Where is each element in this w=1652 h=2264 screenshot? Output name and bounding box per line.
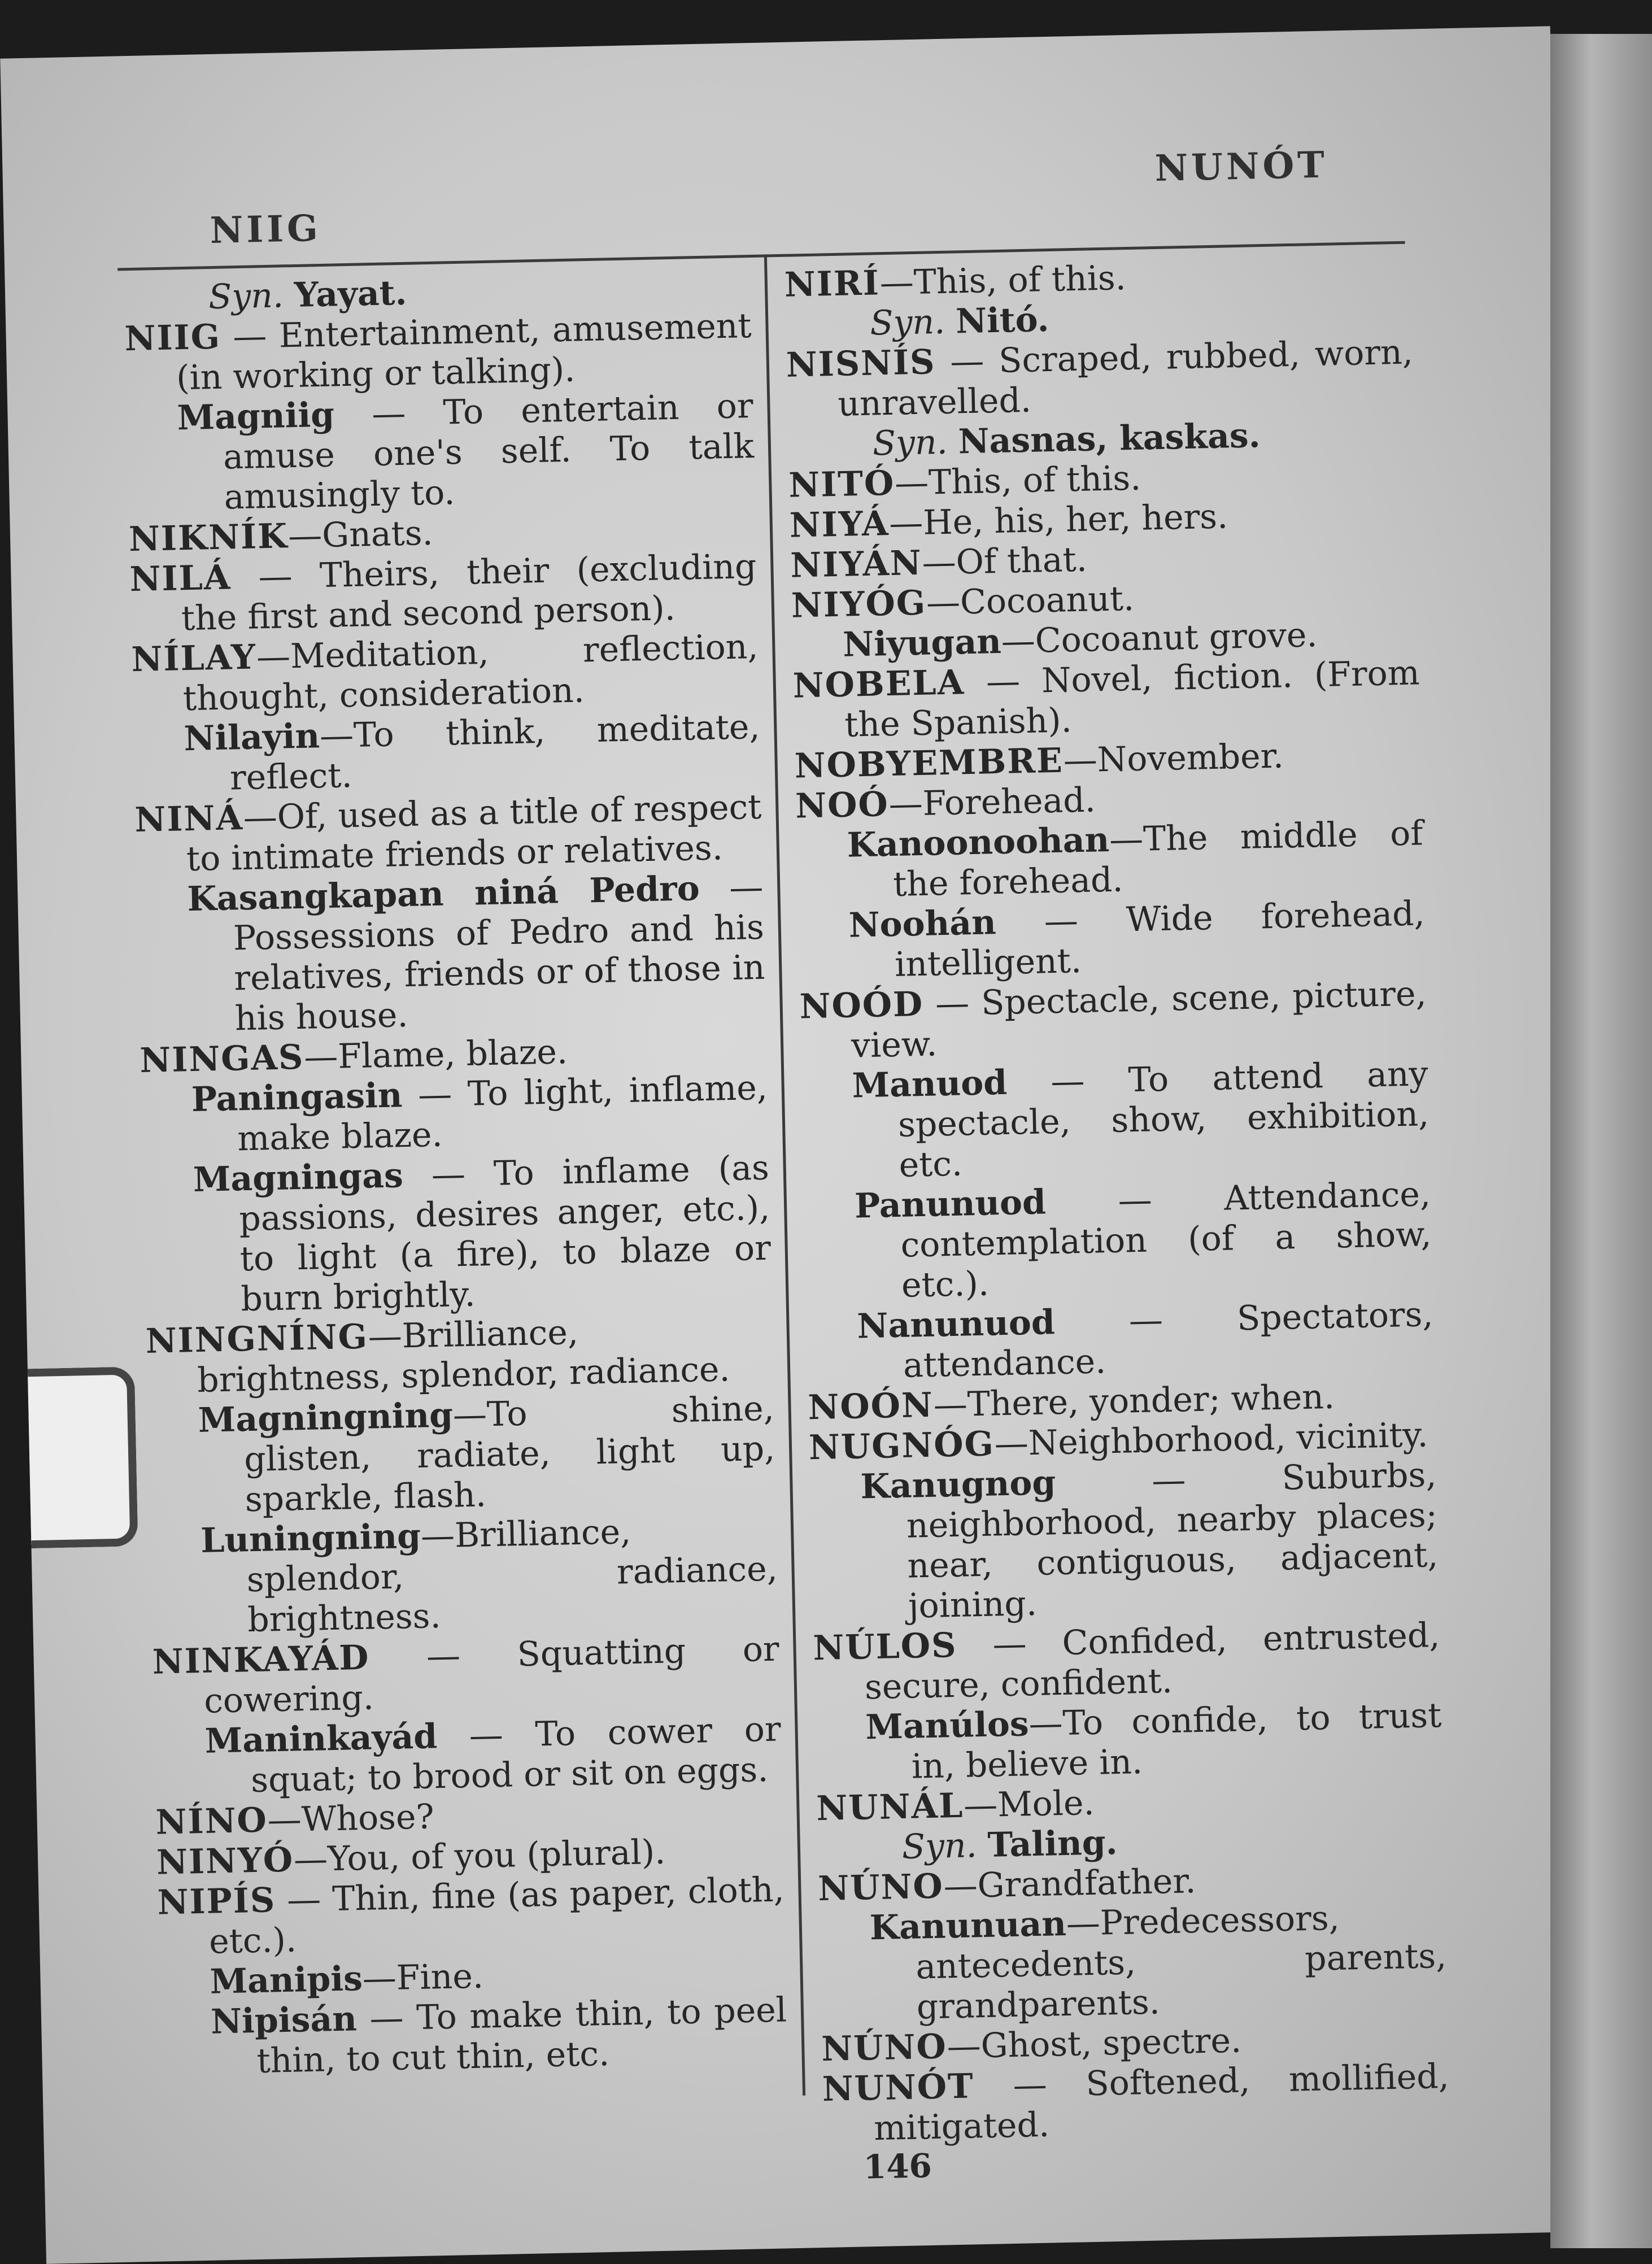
headword: NIYÁ <box>789 503 890 546</box>
headword: NINÁ <box>134 798 244 841</box>
definition: —Brilliance, brightness, splendor, radiance. <box>197 1312 731 1400</box>
sub-headword: Manúlos <box>865 1704 1030 1748</box>
sub-entry <box>133 707 761 800</box>
dictionary-entry <box>792 653 1421 746</box>
headword: NIYÁN <box>790 543 923 586</box>
definition: —Brilliance, splendor, radiance, brightness. <box>246 1512 778 1640</box>
definition: — Novel, fiction. (From the Spanish). <box>844 653 1420 745</box>
sub-headword: Nilayin <box>183 716 320 759</box>
sub-headword: Noohán <box>848 903 997 946</box>
dictionary-entry <box>822 2057 1450 2150</box>
definition: — Possessions of Pedro and his relatives, friends or of those in his house. <box>233 867 766 1039</box>
definition: —Of, used as a title of respect to intimate friends or relatives. <box>186 787 762 880</box>
definition: —Forehead. <box>888 780 1096 825</box>
sub-entry <box>136 868 766 1041</box>
definition: — Entertainment, amusement (in working or talking). <box>176 306 752 398</box>
definition: — Softened, mollified, mitigated. <box>873 2056 1450 2149</box>
definition: —He, his, her, hers. <box>888 497 1228 543</box>
definition: — Suburbs, neighborhood, nearby places; near, contiguous, adjacent, joining. <box>906 1455 1439 1626</box>
definition: —Cocoanut. <box>926 578 1135 623</box>
headword: NILÁ <box>129 558 232 600</box>
page-number: 146 <box>863 2147 932 2187</box>
definition: — Thin, fine (as paper, cloth, etc.). <box>208 1870 785 1962</box>
definition: — To entertain or amuse one's self. To talk amusingly to. <box>223 386 755 517</box>
definition: —Fine. <box>362 1956 484 1999</box>
dictionary-entry <box>786 332 1414 425</box>
definition: —Cocoanut grove. <box>1001 615 1318 661</box>
definition: —To think, meditate, reflect. <box>229 707 761 798</box>
definition: — Confided, entrusted, secure, confident. <box>864 1615 1441 1708</box>
definition: —There, yonder; when. <box>933 1377 1335 1425</box>
sub-headword: Manipis <box>209 1959 363 2002</box>
dictionary-entry <box>134 787 763 881</box>
dictionary-entry <box>799 974 1428 1067</box>
sub-headword: Nanunuod <box>856 1303 1056 1347</box>
headword: NITÓ <box>788 463 895 506</box>
synonym-word: Taling. <box>987 1823 1118 1865</box>
definition: — To inflame (as passions, desires anger, etc.), to light (a fire), to blaze or burn brightly. <box>238 1148 771 1320</box>
adjacent-page-edge <box>1550 34 1652 2248</box>
sub-headword: Maninkayád <box>204 1717 438 1761</box>
definition: — Scraped, rubbed, worn, unravelled. <box>837 332 1414 424</box>
sub-entry <box>126 386 755 520</box>
left-column <box>124 266 788 2084</box>
headword: NIYÓG <box>791 583 927 626</box>
definition: —Grandfather. <box>943 1861 1197 1906</box>
headword: NÚNO <box>817 1866 944 1909</box>
sub-headword: Paningasin <box>191 1076 403 1120</box>
headword: NÍLAY <box>130 637 257 680</box>
sub-entry <box>809 1455 1440 1629</box>
definition: —Ghost, spectre. <box>946 2021 1242 2067</box>
sub-headword: Nipisán <box>210 1999 358 2042</box>
definition: — To attend any spectacle, show, exhibition, etc. <box>897 1054 1429 1185</box>
dictionary-entry <box>152 1629 781 1722</box>
sub-headword: Niyugan <box>842 621 1002 665</box>
synonym-word: Nasnas, kaskas. <box>957 416 1261 462</box>
sub-entry <box>140 1068 769 1161</box>
headword: NOÓ <box>795 785 890 826</box>
sub-headword: Luningning <box>200 1516 421 1561</box>
definition: — To make thin, to peel thin, to cut thin, etc. <box>256 1990 787 2081</box>
headword: NÍNO <box>155 1800 268 1843</box>
sub-headword: Magniig <box>176 395 335 438</box>
definition: — Wide forehead, intelligent. <box>894 894 1426 985</box>
headword: NOBELA <box>792 663 965 706</box>
definition: —Of that. <box>921 539 1088 583</box>
sub-headword: Magningning <box>198 1395 454 1440</box>
headword: NINYÓ <box>156 1840 294 1883</box>
dictionary-page <box>0 26 1596 2264</box>
headword: NÚNO <box>821 2027 948 2070</box>
synonym-label: Syn. <box>869 302 945 343</box>
sub-entry <box>796 813 1424 907</box>
definition: —Whose? <box>267 1797 435 1840</box>
sub-entry <box>154 1709 782 1803</box>
definition: — To cower or squat; to brood or sit on eggs. <box>250 1709 782 1801</box>
headword: NINGAS <box>139 1037 305 1081</box>
sub-entry <box>803 1174 1432 1308</box>
definition: — To light, inflame, make blaze. <box>237 1068 768 1159</box>
headword: NISNÍS <box>786 342 936 385</box>
definition: —Mole. <box>963 1783 1095 1826</box>
definition: —Flame, blaze. <box>303 1032 568 1077</box>
headword: NIRÍ <box>784 263 881 305</box>
headword: NOÓN <box>807 1385 934 1428</box>
sub-headword: Manuod <box>851 1063 1008 1106</box>
sub-headword: Kasangkapan niná Pedro <box>186 869 700 920</box>
sub-headword: Kanunuan <box>869 1904 1067 1948</box>
sub-entry <box>801 1054 1430 1187</box>
definition: —This, of this. <box>879 258 1127 303</box>
headword: NOBYEMBRE <box>794 741 1064 786</box>
right-column <box>784 252 1450 2150</box>
headword: NINGNÍNG <box>145 1317 369 1361</box>
headword: NÚLOS <box>812 1625 958 1669</box>
page-tab <box>28 1366 138 1548</box>
dictionary-entry <box>157 1870 786 1963</box>
definition: — Spectacle, scene, picture, view. <box>851 974 1427 1066</box>
sub-entry <box>814 1696 1443 1789</box>
definition: — Theirs, their (excluding the first and second person). <box>181 546 757 639</box>
definition: — Attendance, contemplation (of a show, etc.). <box>900 1174 1432 1305</box>
sub-entry <box>147 1389 776 1522</box>
sub-entry <box>150 1509 779 1643</box>
sub-headword: Kanugnog <box>860 1463 1057 1507</box>
sub-entry <box>797 894 1426 987</box>
headword: NINKAYÁD <box>152 1638 370 1682</box>
sub-entry <box>818 1896 1448 2030</box>
definition: —This, of this. <box>894 458 1141 503</box>
synonym-word: Yayat. <box>294 273 408 315</box>
definition: — Spectators, attendance. <box>903 1295 1434 1386</box>
dictionary-entry <box>145 1309 774 1402</box>
definition: —Gnats. <box>287 513 434 556</box>
sub-headword: Panunuod <box>854 1182 1047 1226</box>
definition: — Squatting or cowering. <box>203 1629 780 1721</box>
headword: NIIG <box>124 317 221 359</box>
sub-entry <box>142 1148 772 1322</box>
running-head-left: NIIG <box>209 207 322 252</box>
definition: —Predecessors, antecedents, parents, grandparents. <box>915 1898 1447 2027</box>
definition: —November. <box>1063 736 1284 781</box>
headword: NUNÓT <box>822 2066 975 2110</box>
synonym-label: Syn. <box>901 1826 978 1867</box>
synonym-word: Nitó. <box>955 299 1050 342</box>
headword: NUNÁL <box>816 1786 964 1829</box>
synonym-label: Syn. <box>208 276 284 317</box>
sub-entry <box>159 1990 788 2083</box>
sub-entry <box>806 1295 1435 1388</box>
dictionary-entry <box>124 306 753 399</box>
synonym-label: Syn. <box>872 422 948 464</box>
sub-headword: Kanoonoohan <box>847 820 1110 865</box>
definition: —To shine, glisten, radiate, light up, sparkle, flash. <box>243 1388 775 1520</box>
running-head-right: NUNÓT <box>1154 143 1328 190</box>
dictionary-entry <box>129 547 758 640</box>
headword: NUGNÓG <box>808 1424 995 1468</box>
dictionary-entry <box>813 1616 1441 1709</box>
headword: NIPÍS <box>157 1880 276 1923</box>
definition: —The middle of the forehead. <box>892 813 1424 904</box>
headword: NIKNÍK <box>128 516 289 560</box>
headword: NOÓD <box>799 984 924 1027</box>
definition: —To confide, to trust in, believe in. <box>911 1695 1442 1787</box>
sub-headword: Magningas <box>193 1156 404 1200</box>
definition: —Neighborhood, vicinity. <box>994 1415 1429 1464</box>
dictionary-entry <box>131 627 760 720</box>
definition: —Meditation, reflection, thought, consideration. <box>182 626 759 719</box>
definition: —You, of you (plural). <box>293 1832 666 1880</box>
